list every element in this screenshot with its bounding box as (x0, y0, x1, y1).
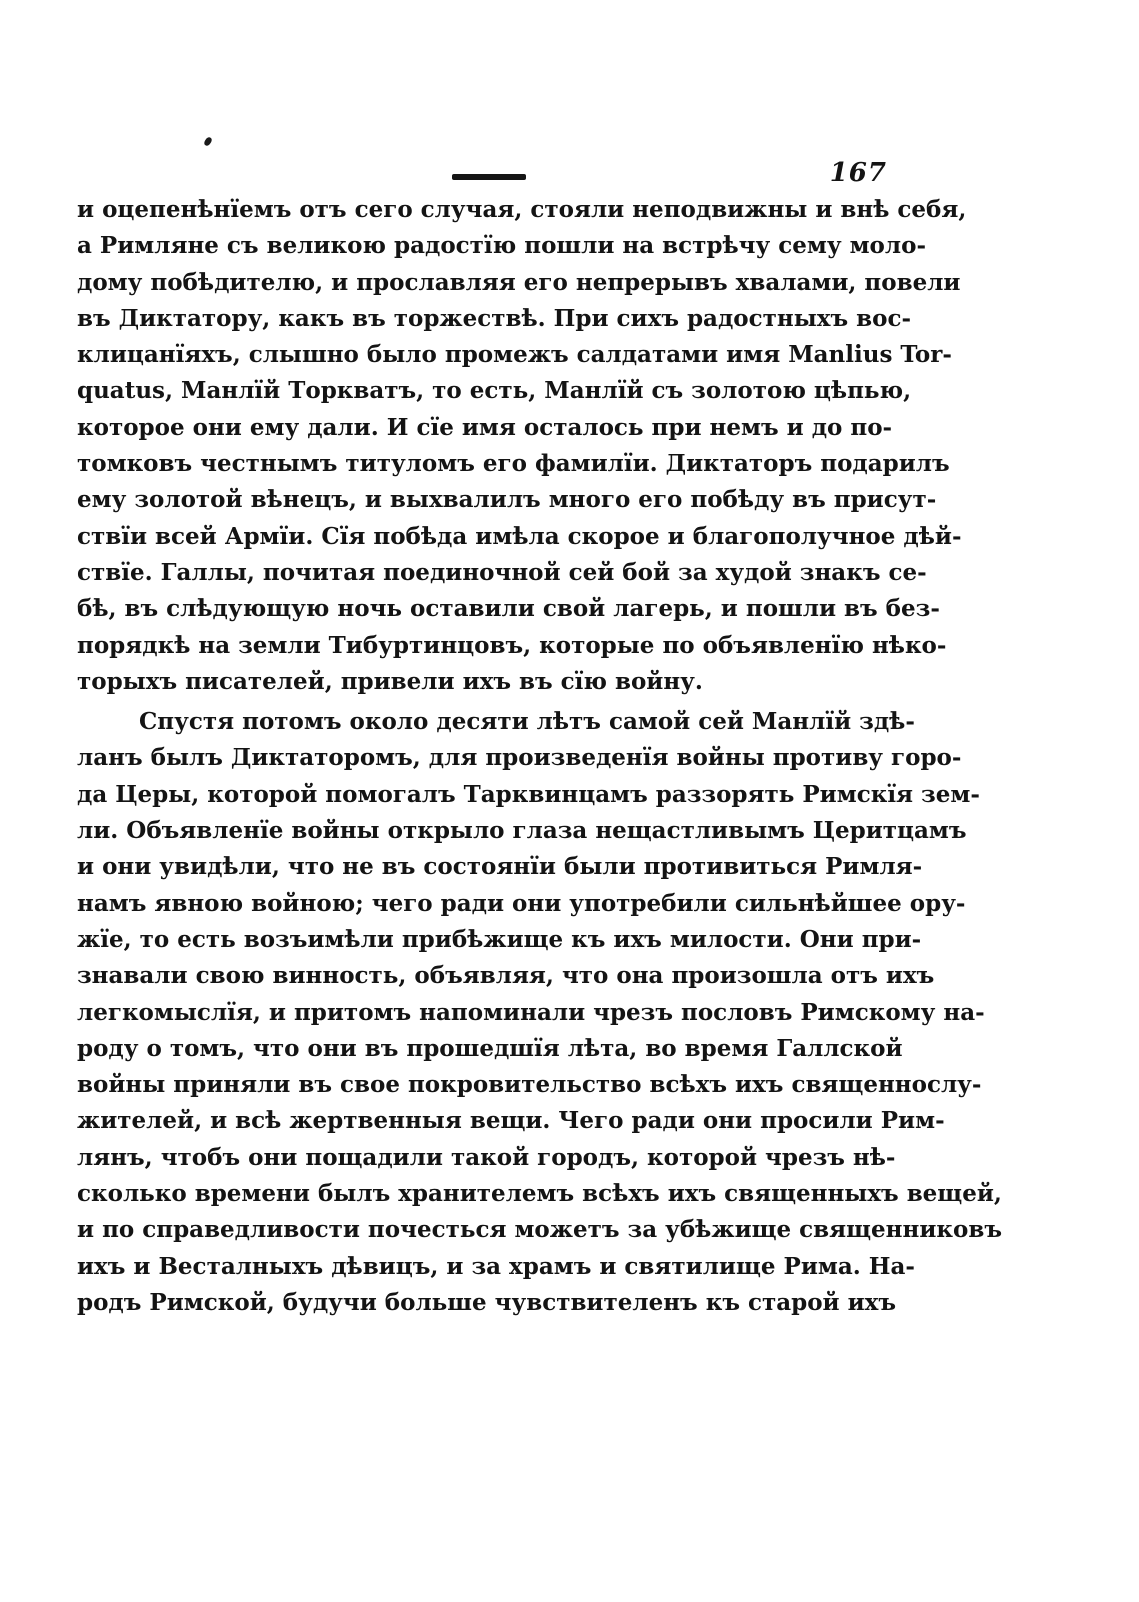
text-line: намъ явною войною; чего ради они употребили сильнѣйшее ору- (77, 889, 966, 917)
text-line: да Церы, которой помогалъ Тарквинцамъ раззорять Римскїя зем- (77, 780, 980, 808)
text-line: знавали свою винность, объявляя, что она произошла отъ ихъ (77, 962, 935, 990)
text-line: родъ Римской, будучи больше чувствителенъ къ старой ихъ (77, 1288, 897, 1316)
text-line: лянъ, чтобъ они пощадили такой городъ, которой чрезъ нѣ- (77, 1143, 896, 1171)
text-line: ланъ былъ Диктаторомъ, для произведенїя войны противу горо- (77, 744, 962, 772)
text-line: дому побѣдителю, и прославляя его непрерывъ хвалами, повели (77, 268, 961, 296)
text-line: торыхъ писателей, привели ихъ въ сїю войну. (77, 667, 703, 695)
text-line: quatus, Манлїй Торкватъ, то есть, Манлїй съ золотою цѣпью, (77, 377, 912, 405)
text-line: ствїи всей Армїи. Сїя побѣда имѣла скорое и благополучное дѣй- (77, 522, 962, 550)
text-line: и по справедливости почесться можетъ за убѣжище священниковъ (77, 1216, 1002, 1244)
text-line: а Римляне съ великою радостїю пошли на встрѣчу сему моло- (77, 232, 927, 260)
text-line: и оцепенѣнїемъ отъ сего случая, стояли неподвижны и внѣ себя, (77, 196, 967, 223)
text-line: которое они ему дали. И сїе имя осталось при немъ и до по- (77, 413, 893, 441)
text-line: сколько времени былъ хранителемъ всѣхъ ихъ священныхъ вещей, (77, 1180, 1002, 1208)
text-line: Спустя потомъ около десяти лѣтъ самой сей Манлїй здѣ- (139, 708, 915, 736)
text-line: бѣ, въ слѣдующую ночь оставили свой лагерь, и пошли въ без- (77, 595, 940, 623)
text-line: легкомыслїя, и притомъ напоминали чрезъ пословъ Римскому на- (77, 998, 985, 1026)
text-line: томковъ честнымъ титуломъ его фамилїи. Диктаторъ подарилъ (77, 450, 950, 478)
text-line: роду о томъ, что они въ прошедшїя лѣта, во время Галлской (77, 1034, 903, 1062)
text-line: клицанїяхъ, слышно было промежъ салдатами имя Manlius Tor- (77, 341, 952, 369)
header-ornament-rule (452, 174, 526, 180)
text-line: ему золотой вѣнецъ, и выхвалилъ много его побѣду въ присут- (77, 486, 937, 514)
text-line: и они увидѣли, что не въ состоянїи были противиться Римля- (77, 853, 923, 881)
ink-speck (203, 136, 213, 147)
text-line: жїе, то есть возъимѣли прибѣжище къ ихъ милости. Они при- (77, 925, 922, 953)
text-line: ли. Объявленїе войны открыло глаза нещастливымъ Церитцамъ (77, 817, 967, 845)
paragraph-1 (77, 192, 967, 700)
text-line: жителей, и всѣ жертвенныя вещи. Чего ради они просили Рим- (77, 1107, 945, 1135)
text-line: ствїе. Галлы, почитая поединочной сей бой за худой знакъ се- (77, 558, 927, 586)
text-line: ихъ и Весталныхъ дѣвицъ, и за храмъ и святилище Рима. На- (77, 1252, 915, 1280)
text-line: въ Диктатору, какъ въ торжествѣ. При сихъ радостныхъ вос- (77, 304, 912, 332)
text-line: порядкѣ на земли Тибуртинцовъ, которые по объявленїю нѣко- (77, 631, 947, 659)
body-text (77, 192, 1002, 1321)
text-line: войны приняли въ свое покровительство всѣхъ ихъ священнослу- (77, 1071, 982, 1099)
paragraph-2 (77, 704, 1002, 1321)
page-number: 167 (829, 158, 887, 188)
